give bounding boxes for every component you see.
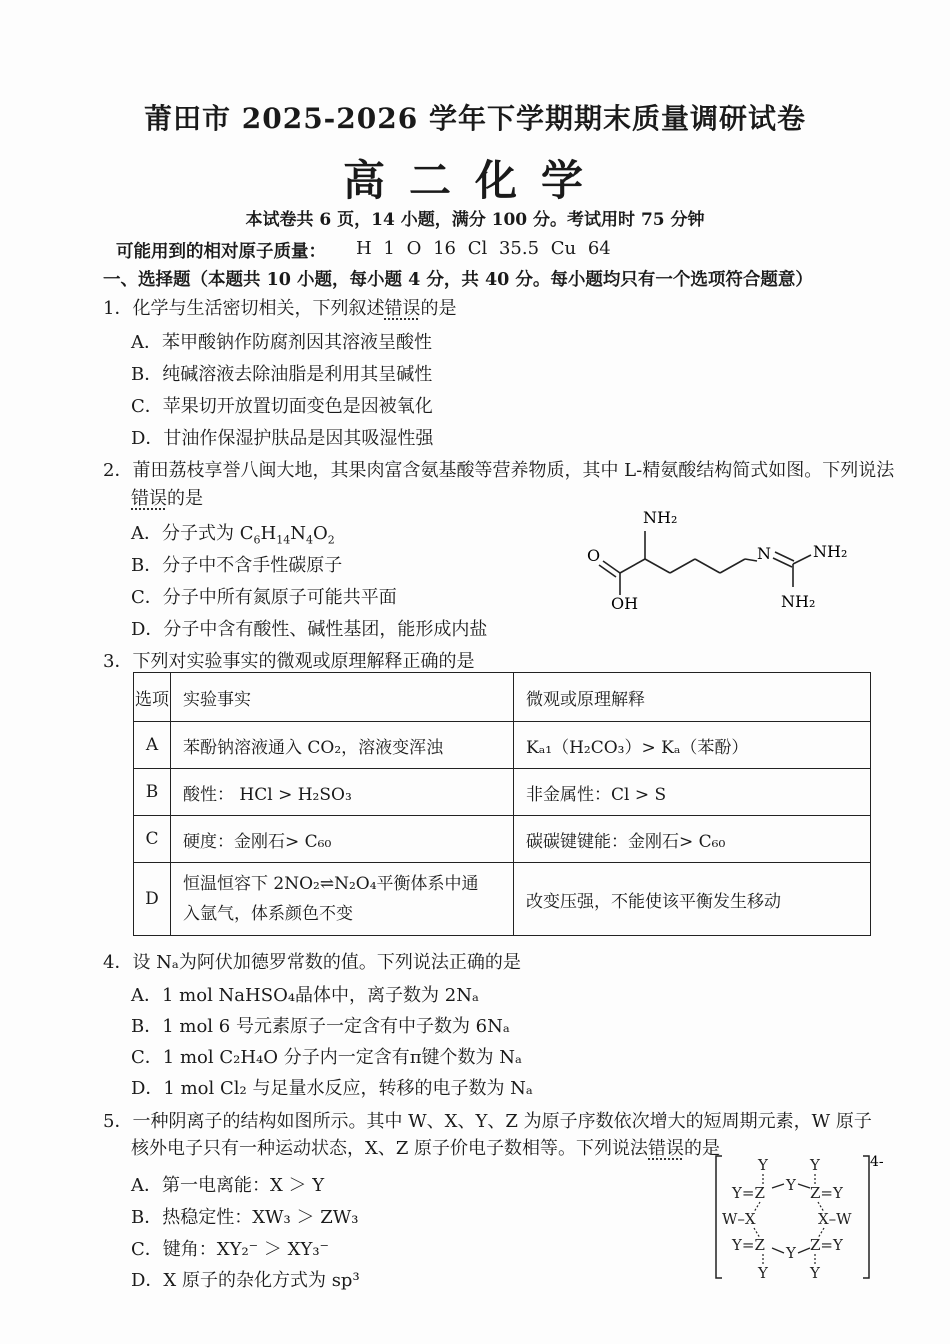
table-cell: 酸性： HCl > H₂SO₃ — [171, 769, 514, 816]
table-header-row — [134, 673, 871, 722]
table-cell: 改变压强，不能使该平衡发生移动 — [514, 863, 871, 936]
q2-option-b[interactable]: B．分子中不含手性碳原子 — [131, 555, 343, 576]
q5-option-d[interactable]: D．X 原子的杂化方式为 sp³ — [131, 1270, 360, 1291]
structure-nh2-right: NH₂ — [813, 542, 848, 561]
structure-oh: OH — [611, 594, 639, 613]
table-row — [134, 769, 871, 816]
svg-text:Y: Y — [786, 1176, 796, 1194]
table-cell: 苯酚钠溶液通入 CO₂，溶液变浑浊 — [171, 722, 514, 769]
subject-title: 高二化学 — [342, 156, 607, 205]
q5-option-a[interactable]: A．第一电离能：X ＞ Y — [131, 1175, 325, 1196]
table-cell: B — [134, 769, 171, 816]
svg-text:Y: Y — [810, 1264, 820, 1282]
q5-option-c[interactable]: C．键角：XY₂⁻ ＞ XY₃⁻ — [131, 1239, 330, 1260]
q2-option-d[interactable]: D．分子中含有酸性、碱性基团，能形成内盐 — [131, 619, 488, 640]
q2-stem-end: 错误的是 — [131, 488, 203, 509]
table-header: 微观或原理解释 — [514, 673, 871, 722]
svg-text:Y: Y — [810, 1156, 820, 1174]
table-cell: 碳碳键键能：金刚石> C₆₀ — [514, 816, 871, 863]
structure-n: N — [757, 544, 771, 563]
q1-option-b[interactable]: B．纯碱溶液去除油脂是利用其呈碱性 — [131, 364, 433, 385]
table-cell: 硬度：金刚石> C₆₀ — [171, 816, 514, 863]
q2-option-c[interactable]: C．分子中所有氮原子可能共平面 — [131, 587, 397, 608]
section-heading: 一、选择题（本题共 10 小题，每小题 4 分，共 40 分。每小题均只有一个选项符合题意） — [103, 270, 813, 290]
table-cell: A — [134, 722, 171, 769]
svg-text:Y: Y — [758, 1156, 768, 1174]
atomic-mass-label: 可能用到的相对原子质量： — [116, 242, 326, 262]
q4-option-d[interactable]: D．1 mol Cl₂ 与足量水反应，转移的电子数为 Nₐ — [131, 1078, 533, 1099]
q1-option-a[interactable]: A．苯甲酸钠作防腐剂因其溶液呈酸性 — [131, 332, 432, 353]
structure-nh2-bottom: NH₂ — [781, 592, 816, 611]
svg-text:Y: Y — [758, 1264, 768, 1282]
q2-option-a[interactable]: A．分子式为 $C_6H_{14}N_4O_2$ — [131, 523, 335, 547]
table-row — [134, 816, 871, 863]
table-row — [134, 722, 871, 769]
anion-structure — [710, 1150, 895, 1285]
table-header: 选项 — [134, 673, 171, 722]
table-cell: C — [134, 816, 171, 863]
table-cell: 非金属性：Cl > S — [514, 769, 871, 816]
q5-stem-cont: 核外电子只有一种运动状态，X、Z 原子价电子数相等。下列说法错误的是 — [131, 1138, 721, 1159]
q4-option-a[interactable]: A．1 mol NaHSO₄晶体中，离子数为 2Nₐ — [131, 985, 479, 1006]
q1-option-c[interactable]: C．苹果切开放置切面变色是因被氧化 — [131, 396, 433, 417]
q5-stem: 5．一种阴离子的结构如图所示。其中 W、X、Y、Z 为原子序数依次增大的短周期元素，W 原子 — [103, 1111, 872, 1132]
q3-table — [133, 672, 871, 936]
q2-stem: 2．莆田荔枝享誉八闽大地，其果肉富含氨基酸等营养物质，其中 L-精氨酸结构简式如图。下列说法 — [103, 460, 895, 481]
svg-text:Z=Y: Z=Y — [810, 1184, 843, 1202]
svg-text:X–W: X–W — [818, 1210, 852, 1228]
q4-option-c[interactable]: C．1 mol C₂H₄O 分子内一定含有π键个数为 Nₐ — [131, 1047, 522, 1068]
svg-text:W–X: W–X — [722, 1210, 756, 1228]
arginine-structure — [585, 505, 870, 615]
table-cell: 恒温恒容下 2NO₂⇌N₂O₄平衡体系中通 入氩气，体系颜色不变 — [171, 863, 514, 936]
ion-charge: 4- — [870, 1154, 884, 1170]
exam-info: 本试卷共 6 页，14 小题，满分 100 分。考试用时 75 分钟 — [245, 210, 705, 230]
table-cell: D — [134, 863, 171, 936]
structure-nh2-top: NH₂ — [643, 508, 678, 527]
table-cell: Kₐ₁（H₂CO₃）> Kₐ（苯酚） — [514, 722, 871, 769]
q4-stem: 4．设 Nₐ为阿伏加德罗常数的值。下列说法正确的是 — [103, 952, 521, 973]
exam-title: 莆田市 2025-2026 学年下学期期末质量调研试卷 — [144, 102, 806, 135]
svg-text:Z=Y: Z=Y — [810, 1236, 843, 1254]
svg-text:Y: Y — [786, 1244, 796, 1262]
q1-option-d[interactable]: D．甘油作保湿护肤品是因其吸湿性强 — [131, 428, 434, 449]
q5-option-b[interactable]: B．热稳定性：XW₃ ＞ ZW₃ — [131, 1207, 359, 1228]
structure-o: O — [587, 546, 601, 565]
q4-option-b[interactable]: B．1 mol 6 号元素原子一定含有中子数为 6Nₐ — [131, 1016, 510, 1037]
table-row — [134, 863, 871, 936]
atomic-mass-values: H 1 O 16 Cl 35.5 Cu 64 — [356, 238, 611, 259]
svg-text:Y=Z: Y=Z — [732, 1236, 765, 1254]
q1-stem: 1．化学与生活密切相关，下列叙述错误的是 — [103, 298, 457, 319]
table-header: 实验事实 — [171, 673, 514, 722]
svg-text:Y=Z: Y=Z — [732, 1184, 765, 1202]
q3-stem: 3．下列对实验事实的微观或原理解释正确的是 — [103, 651, 475, 672]
